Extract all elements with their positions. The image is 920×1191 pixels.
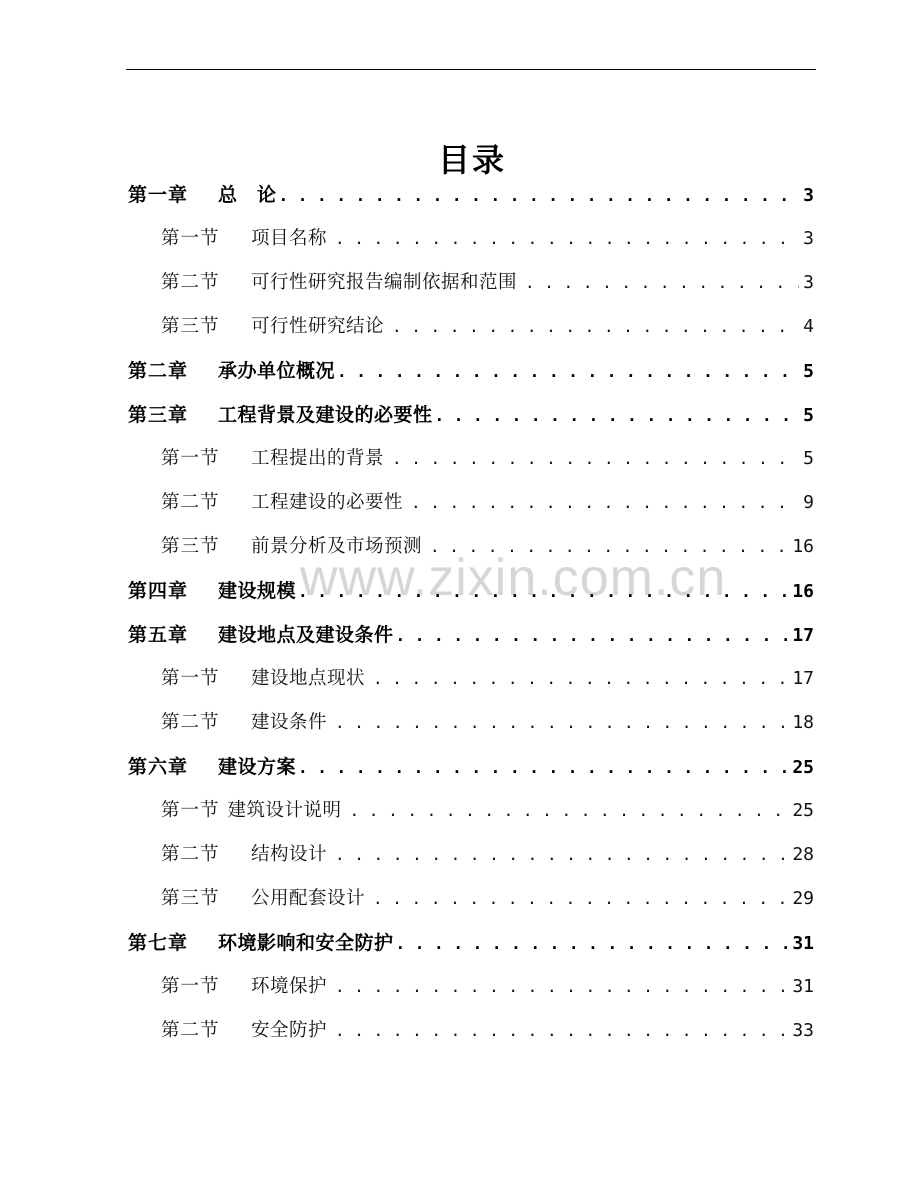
toc-entry-page: 17 [792, 625, 814, 646]
toc-entry-number: 第一节 [161, 800, 220, 821]
toc-entry-section-1-1[interactable] [161, 224, 814, 254]
toc-entry-page: 31 [792, 976, 814, 997]
dot-leader [430, 532, 788, 562]
dot-leader [298, 577, 788, 607]
toc-entry-section-3-1[interactable] [161, 444, 814, 474]
toc-entry-page: 16 [792, 581, 814, 602]
toc-entry-page: 33 [792, 1020, 814, 1041]
toc-entry-section-6-2[interactable] [161, 840, 814, 870]
watermark: www.zixin.com.cn [300, 549, 727, 607]
dot-leader [335, 708, 788, 738]
toc-entry-number: 第一节 [161, 668, 220, 689]
toc-entry-number: 第七章 [128, 932, 189, 954]
dot-leader [335, 1016, 788, 1046]
toc-entry-page: 25 [792, 800, 814, 821]
toc-entry-title: 项目名称 [251, 228, 328, 249]
dot-leader [279, 181, 800, 211]
dot-leader [335, 224, 799, 254]
toc-entry-title: 建设规模 [218, 580, 297, 602]
toc-entry-page: 5 [803, 361, 814, 382]
dot-leader [337, 357, 799, 387]
toc-entry-title: 工程背景及建设的必要性 [218, 404, 433, 426]
toc-entry-page: 31 [792, 933, 814, 954]
toc-entry-chapter-7[interactable] [128, 928, 814, 958]
toc-entry-title: 环境影响和安全防护 [218, 932, 394, 954]
toc-entry-number: 第三章 [128, 404, 189, 426]
toc-entry-section-5-2[interactable] [161, 708, 814, 738]
toc-entry-title: 安全防护 [251, 1020, 328, 1041]
toc-entry-number: 第二节 [161, 272, 220, 293]
toc-entry-title: 可行性研究结论 [251, 316, 385, 337]
toc-entry-number: 第三节 [161, 316, 220, 337]
toc-entry-page: 18 [792, 712, 814, 733]
toc-title: 目录 [437, 141, 506, 179]
toc-entry-number: 第一节 [161, 228, 220, 249]
toc-entry-title: 前景分析及市场预测 [251, 536, 423, 557]
dot-leader [392, 444, 799, 474]
dot-leader [335, 840, 788, 870]
dot-leader [335, 972, 788, 1002]
toc-entry-section-1-3[interactable] [161, 312, 814, 342]
toc-entry-number: 第一节 [161, 448, 220, 469]
toc-entry-number: 第六章 [128, 756, 189, 778]
toc-entry-number: 第三节 [161, 888, 220, 909]
toc-entry-section-5-1[interactable] [161, 664, 814, 694]
toc-entry-title: 可行性研究报告编制依据和范围 [251, 272, 518, 293]
toc-entry-chapter-5[interactable] [128, 620, 814, 650]
toc-entry-number: 第四章 [128, 580, 189, 602]
toc-entry-chapter-4[interactable] [128, 576, 814, 606]
toc-entry-page: 17 [792, 668, 814, 689]
toc-entry-page: 16 [792, 536, 814, 557]
toc-entry-page: 3 [803, 272, 814, 293]
toc-entry-title: 承办单位概况 [218, 360, 336, 382]
toc-entry-title: 建设地点及建设条件 [218, 624, 394, 646]
toc-entry-section-7-1[interactable] [161, 972, 814, 1002]
toc-entry-page: 3 [803, 228, 814, 249]
toc-entry-number: 第一节 [161, 976, 220, 997]
toc-entry-page: 4 [803, 316, 814, 337]
toc-entry-number: 第二节 [161, 844, 220, 865]
toc-entry-section-6-1[interactable] [161, 796, 814, 826]
toc-entry-number: 第三节 [161, 536, 220, 557]
dot-leader [373, 664, 788, 694]
toc-entry-section-6-3[interactable] [161, 884, 814, 914]
toc-entry-section-3-2[interactable] [161, 488, 814, 518]
dot-leader [298, 753, 788, 783]
dot-leader [525, 268, 799, 298]
dot-leader [396, 621, 789, 651]
toc-entry-title: 结构设计 [251, 844, 328, 865]
toc-entry-page: 3 [803, 185, 814, 206]
toc-entry-title: 总 论 [218, 184, 277, 206]
toc-entry-section-1-2[interactable] [161, 268, 814, 298]
toc-entry-number: 第二节 [161, 712, 220, 733]
toc-entry-page: 5 [803, 448, 814, 469]
toc-entry-page: 29 [792, 888, 814, 909]
toc-entry-chapter-1[interactable] [128, 180, 814, 210]
toc-entry-number: 第五章 [128, 624, 189, 646]
toc-entry-chapter-6[interactable] [128, 752, 814, 782]
toc-entry-number: 第二章 [128, 360, 189, 382]
toc-entry-page: 28 [792, 844, 814, 865]
dot-leader [411, 488, 799, 518]
toc-entry-title: 公用配套设计 [251, 888, 366, 909]
toc-entry-title: 环境保护 [251, 976, 328, 997]
toc-entry-page: 25 [792, 757, 814, 778]
toc-entry-title: 建设条件 [251, 712, 328, 733]
dot-leader [350, 796, 789, 826]
toc-entry-title: 工程提出的背景 [251, 448, 385, 469]
toc-entry-number: 第二节 [161, 492, 220, 513]
toc-entry-chapter-2[interactable] [128, 356, 814, 386]
toc-entry-number: 第一章 [128, 184, 189, 206]
toc-entry-title: 工程建设的必要性 [251, 492, 404, 513]
toc-entry-title: 建设地点现状 [251, 668, 366, 689]
toc-entry-section-7-2[interactable] [161, 1016, 814, 1046]
header-rule [126, 69, 816, 70]
dot-leader [396, 929, 789, 959]
toc-entry-title: 建设方案 [218, 756, 297, 778]
dot-leader [373, 884, 788, 914]
dot-leader [435, 401, 800, 431]
toc-entry-section-3-3[interactable] [161, 532, 814, 562]
toc-entry-page: 5 [803, 405, 814, 426]
dot-leader [392, 312, 799, 342]
toc-entry-chapter-3[interactable] [128, 400, 814, 430]
toc-entry-title: 建筑设计说明 [227, 800, 342, 821]
toc-entry-number: 第二节 [161, 1020, 220, 1041]
toc-entry-page: 9 [803, 492, 814, 513]
